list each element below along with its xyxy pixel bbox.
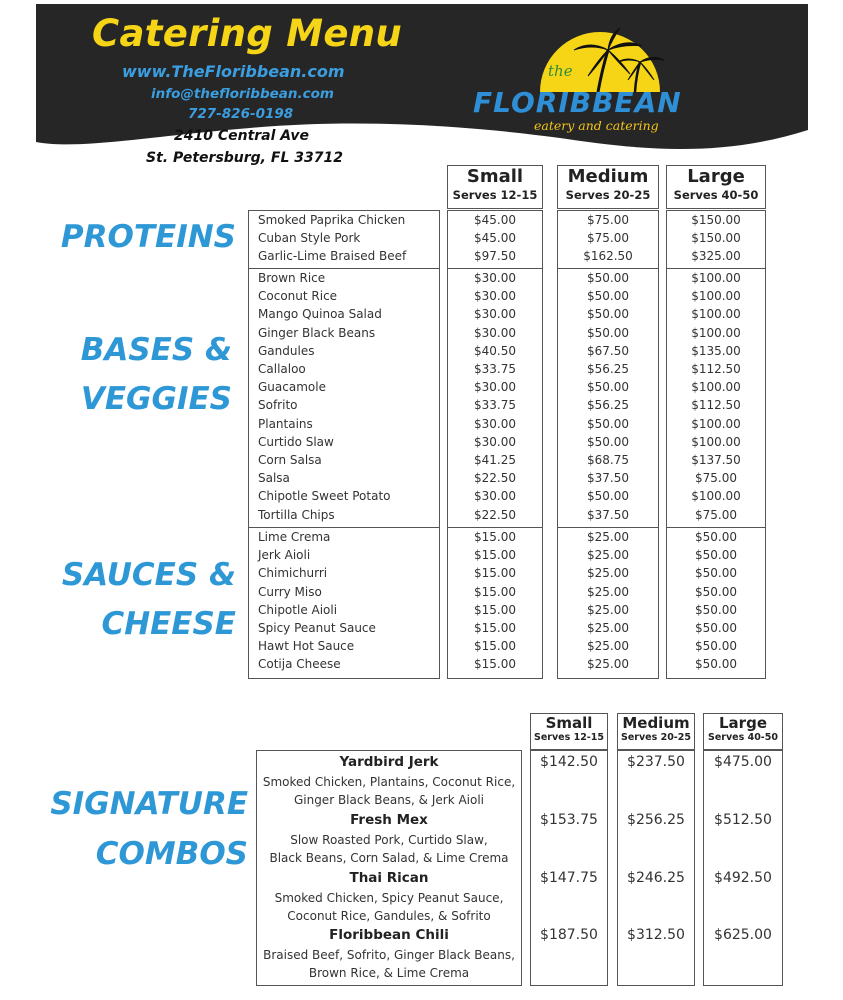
price-large: $135.00	[691, 343, 741, 358]
menu-item-name: Lime Crema	[258, 530, 331, 544]
section-small-prices-box	[447, 210, 543, 271]
price-large: $50.00	[695, 639, 737, 654]
category-bases-line2: VEGGIES	[80, 381, 232, 417]
logo-tagline: eatery and catering	[534, 118, 659, 133]
price-small: $30.00	[474, 289, 516, 304]
website-link[interactable]: www.TheFloribbean.com	[122, 62, 345, 81]
price-medium: $25.00	[587, 602, 629, 617]
menu-item-name: Chipotle Aioli	[258, 602, 338, 617]
section-medium-prices-box	[557, 527, 659, 679]
price-medium: $75.00	[587, 213, 629, 227]
combo-price-large: $492.50	[714, 870, 772, 886]
category-sauces-line1: SAUCES &	[61, 557, 236, 593]
price-medium: $50.00	[587, 489, 629, 504]
combo-price-medium: $312.50	[627, 927, 685, 943]
section-medium-prices-box	[557, 210, 659, 271]
menu-item-name: Cotija Cheese	[258, 657, 341, 672]
size-header-small	[447, 165, 543, 209]
price-small: $45.00	[474, 231, 516, 246]
size-serves: Serves 12-15	[452, 188, 538, 202]
price-large: $100.00	[691, 289, 741, 304]
price-medium: $37.50	[587, 507, 629, 522]
combo-price-small: $187.50	[540, 927, 598, 943]
price-small: $45.00	[474, 213, 516, 227]
price-small: $22.50	[474, 507, 516, 522]
price-large: $100.00	[691, 271, 741, 285]
size-header-large	[666, 165, 766, 209]
price-large: $50.00	[695, 602, 737, 617]
menu-item-name: Chimichurri	[258, 566, 328, 581]
price-large: $150.00	[691, 231, 741, 246]
price-small: $30.00	[474, 489, 516, 504]
price-large: $137.50	[691, 453, 741, 467]
price-large: $100.00	[691, 489, 741, 504]
price-large: $50.00	[695, 621, 737, 635]
combo-price-small: $147.75	[540, 870, 598, 886]
combo-description-line1: Smoked Chicken, Spicy Peanut Sauce,	[274, 891, 504, 905]
price-large: $75.00	[695, 507, 737, 522]
size-serves: Serves 20-25	[621, 732, 691, 743]
price-medium: $50.00	[587, 271, 629, 285]
category-proteins: PROTEINS	[60, 219, 236, 255]
size-name: Medium	[567, 166, 649, 187]
combo-description-line2: Coconut Rice, Gandules, & Sofrito	[287, 909, 491, 923]
menu-item-name: Smoked Paprika Chicken	[258, 213, 406, 227]
price-large: $100.00	[691, 380, 741, 395]
menu-item-name: Sofrito	[258, 398, 298, 413]
price-medium: $56.25	[587, 398, 629, 413]
section-large-prices-box	[666, 210, 766, 271]
logo-name-text: FLORIBBEAN	[473, 86, 682, 119]
size-name: Small	[466, 166, 524, 187]
price-small: $15.00	[474, 657, 516, 672]
category-bases-line1: BASES &	[80, 332, 232, 368]
price-medium: $68.75	[587, 453, 629, 467]
menu-item-name: Brown Rice	[258, 271, 326, 285]
size-serves: Serves 20-25	[565, 188, 651, 202]
section-small-prices-box	[447, 268, 543, 529]
price-large: $50.00	[695, 548, 737, 563]
section-medium-prices-box	[557, 268, 659, 529]
phone-number[interactable]: 727-826-0198	[188, 106, 294, 122]
combo-description-line2: Ginger Black Beans, & Jerk Aioli	[293, 793, 485, 807]
price-small: $40.50	[474, 343, 516, 358]
price-medium: $50.00	[587, 380, 629, 395]
combo-description-line1: Smoked Chicken, Plantains, Coconut Rice,	[262, 775, 516, 789]
combo-description-line1: Braised Beef, Sofrito, Ginger Black Beans,	[263, 948, 515, 962]
price-medium: $37.50	[587, 471, 629, 486]
price-medium: $67.50	[587, 343, 629, 358]
price-small: $30.00	[474, 380, 516, 395]
price-large: $112.50	[691, 398, 741, 413]
combo-name: Yardbird Jerk	[339, 754, 439, 770]
menu-item-name: Ginger Black Beans	[258, 325, 376, 340]
menu-item-name: Corn Salsa	[258, 453, 322, 467]
price-medium: $162.50	[583, 249, 633, 264]
size-header-medium	[557, 165, 659, 209]
size-name: Medium	[622, 714, 690, 732]
section-items-box	[248, 210, 440, 271]
price-medium: $50.00	[587, 325, 629, 340]
price-small: $30.00	[474, 416, 516, 431]
menu-item-name: Spicy Peanut Sauce	[258, 621, 376, 635]
size-serves: Serves 40-50	[673, 188, 759, 202]
menu-item-name: Chipotle Sweet Potato	[258, 489, 391, 504]
price-medium: $75.00	[587, 231, 629, 246]
section-large-prices-box	[666, 527, 766, 679]
section-small-prices-box	[447, 527, 543, 679]
combo-name: Floribbean Chili	[329, 927, 449, 943]
combo-price-large: $512.50	[714, 812, 772, 828]
combo-description-line1: Slow Roasted Pork, Curtido Slaw,	[290, 833, 488, 847]
price-medium: $50.00	[587, 307, 629, 322]
combo-price-large: $475.00	[714, 754, 772, 770]
menu-item-name: Coconut Rice	[258, 289, 338, 304]
price-small: $33.75	[474, 362, 516, 376]
menu-item-name: Cuban Style Pork	[258, 231, 361, 246]
price-large: $50.00	[695, 584, 737, 599]
price-small: $15.00	[474, 566, 516, 581]
price-large: $50.00	[695, 566, 737, 581]
menu-item-name: Salsa	[258, 471, 290, 486]
price-medium: $25.00	[587, 584, 629, 599]
size-serves: Serves 40-50	[708, 732, 778, 743]
price-small: $41.25	[474, 453, 516, 467]
combo-price-medium: $256.25	[627, 812, 685, 828]
price-small: $30.00	[474, 307, 516, 322]
menu-item-name: Hawt Hot Sauce	[258, 639, 355, 654]
price-medium: $50.00	[587, 434, 629, 449]
combo-size-header-large	[703, 713, 783, 750]
size-name: Large	[719, 714, 767, 732]
combo-size-header-small	[530, 713, 608, 750]
category-combos-line1: SIGNATURE	[50, 786, 248, 822]
price-large: $325.00	[691, 249, 741, 264]
price-medium: $25.00	[587, 566, 629, 581]
price-small: $15.00	[474, 584, 516, 599]
menu-item-name: Jerk Aioli	[258, 548, 311, 563]
price-medium: $25.00	[587, 530, 629, 544]
combo-description-line2: Black Beans, Corn Salad, & Lime Crema	[269, 851, 509, 865]
price-small: $33.75	[474, 398, 516, 413]
combo-price-small: $142.50	[540, 754, 598, 770]
price-medium: $50.00	[587, 289, 629, 304]
size-name: Large	[687, 166, 745, 187]
price-small: $15.00	[474, 639, 516, 654]
price-large: $50.00	[695, 657, 737, 672]
combo-name: Thai Rican	[349, 870, 429, 886]
price-small: $97.50	[474, 249, 516, 264]
combo-size-header-medium	[617, 713, 695, 750]
menu-item-name: Guacamole	[258, 380, 326, 395]
size-serves: Serves 12-15	[534, 732, 604, 743]
price-medium: $56.25	[587, 362, 629, 376]
price-large: $75.00	[695, 471, 737, 486]
menu-item-name: Curry Miso	[258, 584, 322, 599]
menu-item-name: Callaloo	[258, 362, 306, 376]
price-medium: $25.00	[587, 621, 629, 635]
menu-item-name: Tortilla Chips	[258, 507, 335, 522]
combo-large-prices-box	[703, 750, 783, 986]
address-line-1: 2410 Central Ave	[174, 128, 309, 144]
menu-item-name: Garlic-Lime Braised Beef	[258, 249, 407, 264]
price-large: $50.00	[695, 530, 737, 544]
price-large: $100.00	[691, 416, 741, 431]
menu-item-name: Gandules	[258, 343, 315, 358]
price-large: $100.00	[691, 434, 741, 449]
combo-small-prices-box	[530, 750, 608, 986]
price-small: $22.50	[474, 471, 516, 486]
email-link[interactable]: info@thefloribbean.com	[151, 86, 334, 102]
page-title: Catering Menu	[92, 12, 403, 55]
price-small: $30.00	[474, 271, 516, 285]
combo-price-small: $153.75	[540, 812, 598, 828]
price-small: $30.00	[474, 325, 516, 340]
menu-item-name: Mango Quinoa Salad	[258, 307, 382, 322]
size-name: Small	[545, 714, 593, 732]
price-small: $15.00	[474, 530, 516, 544]
price-large: $150.00	[691, 213, 741, 227]
price-medium: $25.00	[587, 657, 629, 672]
menu-item-name: Plantains	[258, 416, 313, 431]
floribbean-logo	[470, 20, 730, 150]
combo-description-line2: Brown Rice, & Lime Crema	[308, 966, 470, 980]
combo-price-large: $625.00	[714, 927, 772, 943]
combo-price-medium: $246.25	[627, 870, 685, 886]
category-sauces-line2: CHEESE	[101, 606, 236, 642]
price-small: $15.00	[474, 602, 516, 617]
price-small: $30.00	[474, 434, 516, 449]
price-large: $112.50	[691, 362, 741, 376]
price-small: $15.00	[474, 621, 516, 635]
section-items-box	[248, 527, 440, 679]
combo-medium-prices-box	[617, 750, 695, 986]
logo-the-text: the	[548, 62, 573, 80]
price-small: $15.00	[474, 548, 516, 563]
section-large-prices-box	[666, 268, 766, 529]
price-large: $100.00	[691, 307, 741, 322]
price-medium: $50.00	[587, 416, 629, 431]
price-large: $100.00	[691, 325, 741, 340]
address-line-2: St. Petersburg, FL 33712	[146, 150, 343, 166]
menu-item-name: Curtido Slaw	[258, 434, 334, 449]
combo-name: Fresh Mex	[350, 812, 428, 828]
section-items-box	[248, 268, 440, 529]
price-medium: $25.00	[587, 639, 629, 654]
price-medium: $25.00	[587, 548, 629, 563]
combo-price-medium: $237.50	[627, 754, 685, 770]
category-combos-line2: COMBOS	[95, 836, 248, 872]
